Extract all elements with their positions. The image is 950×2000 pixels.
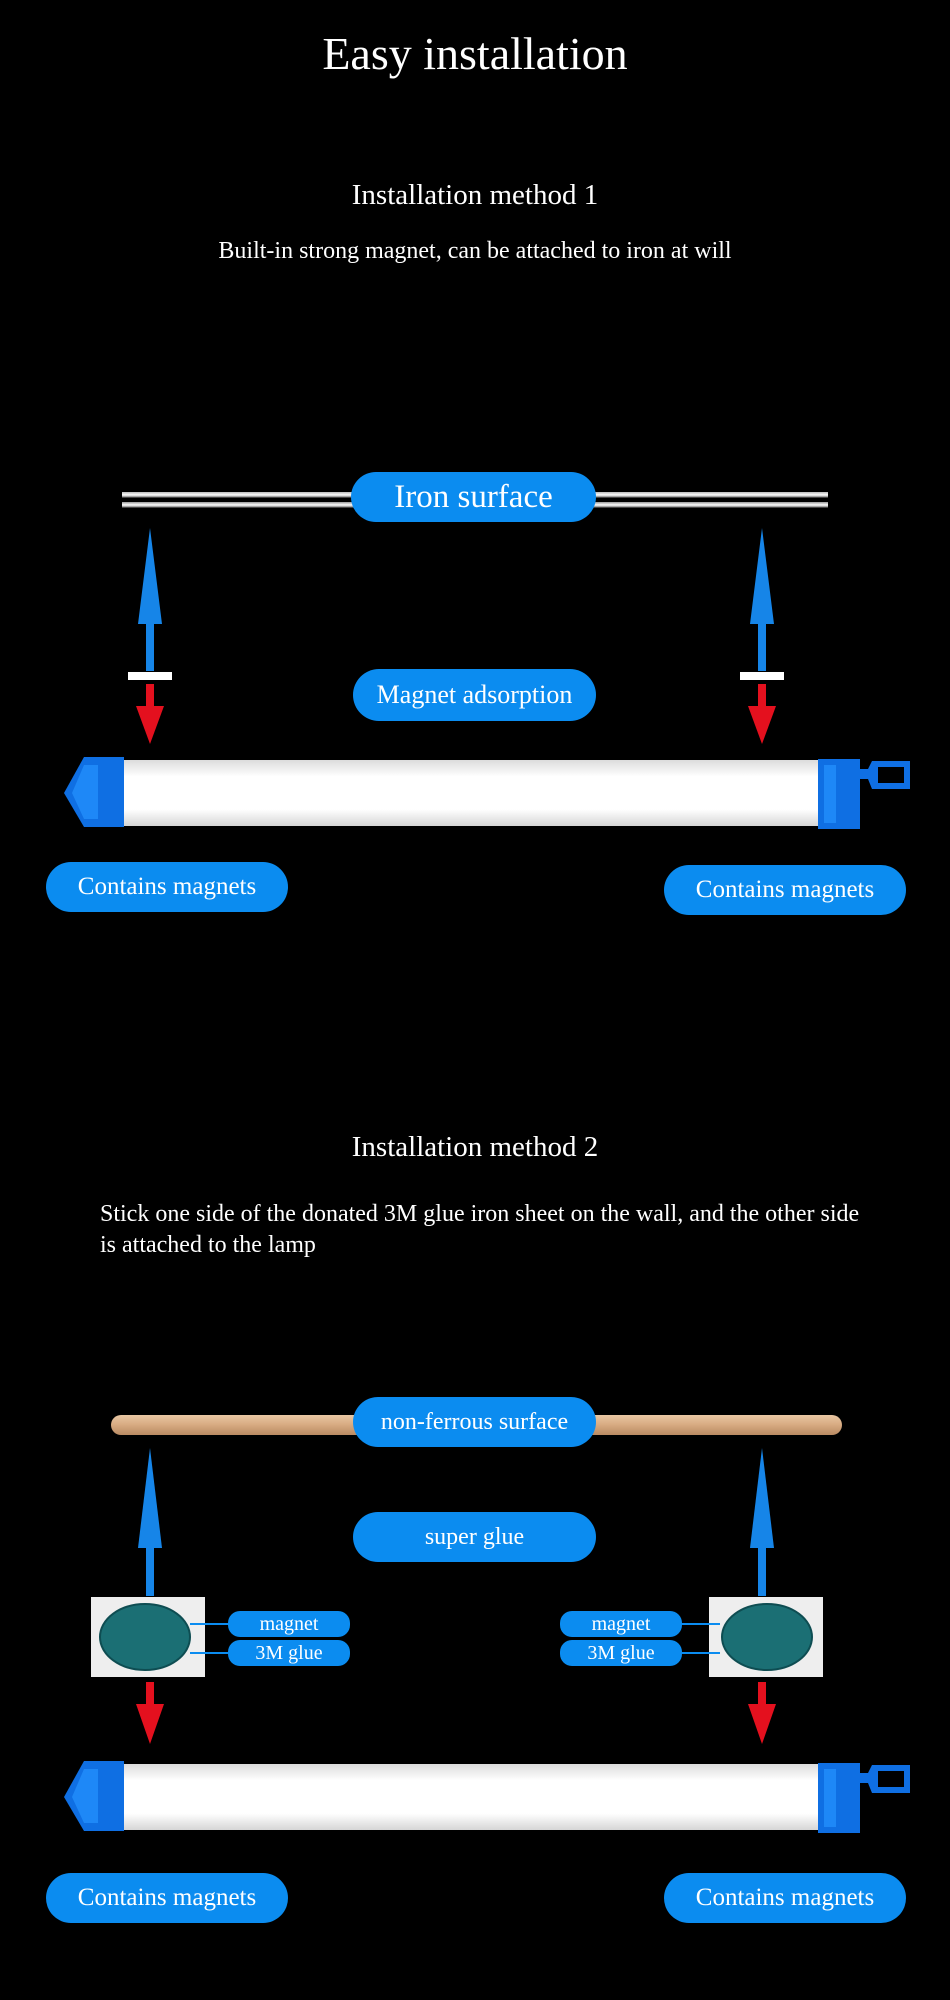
arrow-up-icon [138,528,162,671]
magnet-label-right: magnet [560,1611,682,1637]
iron-surface-label: Iron surface [351,472,596,522]
method-2-description: Stick one side of the donated 3M glue iron sheet on the wall, and the other side is attached to the lamp [100,1201,860,1258]
method-2-heading: Installation method 2 [351,1131,599,1163]
contains-magnets-right-label: Contains magnets [664,1873,906,1923]
lamp-end-cap-right [818,1759,914,1835]
method-1-description: Built-in strong magnet, can be attached to iron at will [218,238,732,264]
lamp-end-cap-right [818,755,914,831]
magnet-adsorption-label: Magnet adsorption [353,669,596,721]
left-arrow-pair [128,528,172,748]
arrow-up-icon [750,528,774,671]
page-title: Easy installation [322,28,628,79]
arrow-down-icon [136,684,164,744]
magnet-connector-line [680,1623,720,1625]
stopper-bar [128,672,172,680]
super-glue-label: super glue [353,1512,596,1562]
magnet-disc-icon [91,1597,205,1677]
non-ferrous-surface-label: non-ferrous surface [353,1397,596,1447]
contains-magnets-left-label: Contains magnets [46,862,288,912]
lamp-body [106,760,826,826]
contains-magnets-left-label: Contains magnets [46,1873,288,1923]
magnet-disc-icon [709,1597,823,1677]
arrow-up-icon [740,1448,784,1596]
arrow-down-icon [128,1682,172,1746]
magnet-connector-line [190,1623,230,1625]
magnet-card-left [91,1597,205,1677]
magnet-card-right [709,1597,823,1677]
glue-connector-line [680,1652,720,1654]
contains-magnets-right-label: Contains magnets [664,865,906,915]
arrow-down-icon [740,1682,784,1746]
arrow-up-icon [128,1448,172,1596]
glue-label-left: 3M glue [228,1640,350,1666]
stopper-bar [740,672,784,680]
lamp-body [106,1764,826,1830]
lamp-end-cap-left [64,757,124,827]
right-arrow-pair [740,528,784,748]
arrow-down-icon [748,684,776,744]
magnet-label-left: magnet [228,1611,350,1637]
method-1-heading: Installation method 1 [351,179,599,211]
glue-label-right: 3M glue [560,1640,682,1666]
lamp-end-cap-left [64,1761,124,1831]
glue-connector-line [190,1652,230,1654]
